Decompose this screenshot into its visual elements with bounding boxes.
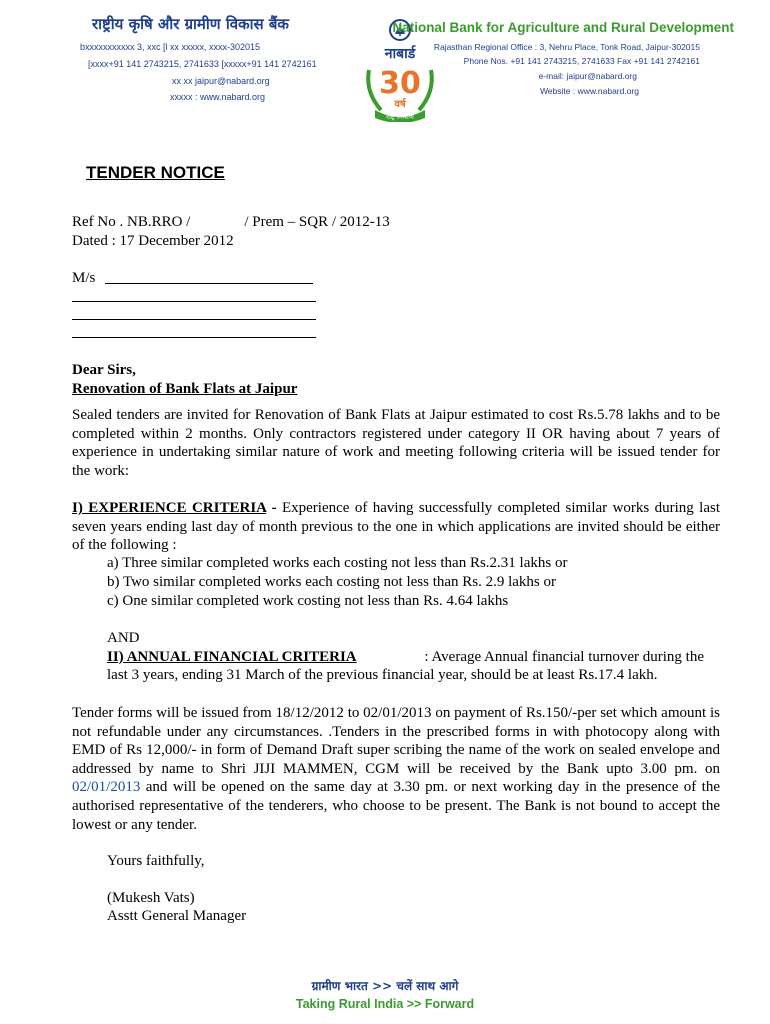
subject: Renovation of Bank Flats at Jaipur	[72, 381, 298, 397]
experience-option-c: c) One similar completed work costing not less than Rs. 4.64 lakhs	[107, 593, 509, 609]
experience-title: I) EXPERIENCE CRITERIA	[72, 500, 267, 516]
signer-designation: Asstt General Manager	[107, 908, 247, 924]
hindi-phone: [xxxx+91 141 2743215, 2741633 [xxxxx+91 141 2742161	[88, 59, 317, 69]
financial-title: II) ANNUAL FINANCIAL CRITERIA	[107, 649, 357, 665]
ref-left: Ref No . NB.RRO /	[72, 214, 191, 230]
page-title: TENDER NOTICE	[86, 163, 225, 182]
tender-forms-paragraph	[72, 704, 720, 834]
experience-option-b: b) Two similar completed works each costing not less than Rs. 2.9 lakhs or	[107, 574, 557, 590]
date: Dated : 17 December 2012	[72, 233, 234, 249]
footer-english-tagline: Taking Rural India >> Forward	[295, 997, 475, 1011]
intro-paragraph: Sealed tenders are invited for Renovation of Bank Flats at Jaipur estimated to cost Rs.5.78 lakhs and to be completed within 2 months. Only contractors registered under category II OR having about 7 years of experience in undertaking similar nature of work and meeting following criteria will be issued tender for the work:	[72, 407, 720, 479]
signer-name: (Mukesh Vats)	[107, 890, 195, 906]
closing: Yours faithfully,	[107, 853, 205, 869]
ref-number	[72, 213, 390, 232]
email: e-mail: jaipur@nabard.org	[538, 71, 637, 81]
address-blank-line	[72, 319, 316, 320]
ms-blank-line	[105, 283, 313, 284]
hindi-address: bxxxxxxxxxxx 3, xxc [l xx xxxxx, xxxx-302015	[80, 42, 261, 52]
website: Website : www.nabard.org	[539, 86, 639, 96]
hindi-email: xx xx jaipur@nabard.org	[172, 76, 270, 86]
experience-criteria	[72, 499, 720, 555]
experience-option-a: a) Three similar completed works each costing not less than Rs.2.31 lakhs or	[107, 555, 568, 571]
financial-text-2: last 3 years, ending 31 March of the previous financial year, should be at least Rs.17.4 lakh.	[107, 667, 658, 683]
logo-years: वर्ष	[394, 99, 406, 110]
forms-text-2: and will be opened on the same day at 3.30 pm. or next working day in the presence of the authorised representative of the tenderers, who choose to be present. The Bank is not bound to accept the lowest or any tender.	[72, 779, 720, 833]
experience-text: Experience of having successfully completed similar works during last seven years ending last day of month previous to the one in which applications are invited should be either of the following :	[72, 500, 721, 553]
footer-hindi-tagline: ग्रामीण भारत >> चलें साथ आगे	[311, 979, 459, 993]
address-blank-line	[72, 337, 316, 338]
logo-number: 30	[379, 66, 421, 101]
address-blank-line	[72, 301, 316, 302]
logo-hindi-name: नाबार्ड	[384, 46, 416, 62]
and-label: AND	[107, 630, 140, 646]
hindi-bank-name: राष्ट्रीय कृषि और ग्रामीण विकास बैंक	[92, 15, 289, 33]
hindi-website: xxxxx : www.nabard.org	[170, 92, 266, 102]
salutation: Dear Sirs,	[72, 362, 136, 378]
ref-right: / Prem – SQR / 2012-13	[244, 214, 390, 230]
forms-date: 02/01/2013	[72, 779, 141, 796]
financial-text-1: : Average Annual financial turnover during the	[424, 649, 704, 665]
phone-numbers: Phone Nos. +91 141 2743215, 2741633 Fax +91 141 2742161	[463, 56, 700, 66]
ms-label: M/s	[72, 270, 96, 286]
experience-dash: -	[266, 500, 282, 516]
english-bank-name: National Bank for Agriculture and Rural Development	[392, 20, 734, 35]
regional-office: Rajasthan Regional Office : 3, Nehru Place, Tonk Road, Jaipur-302015	[433, 42, 700, 52]
financial-criteria-line-1	[107, 648, 704, 667]
forms-text-1: Tender forms will be issued from 18/12/2012 to 02/01/2013 on payment of Rs.150/-per set which amount is not refundable under any circumstances. .Tenders in the prescribed forms in with photocopy along with EMD of Rs 12,000/- in form of Demand Draft super scribing the name of the work on sealed envelope and addressed by name to Shri JIJI MAMMEN, CGM will be received by the Bank upto 3.00 pm. on	[72, 705, 720, 777]
logo-tagline: राष्ट्र निर्माण	[386, 113, 414, 121]
